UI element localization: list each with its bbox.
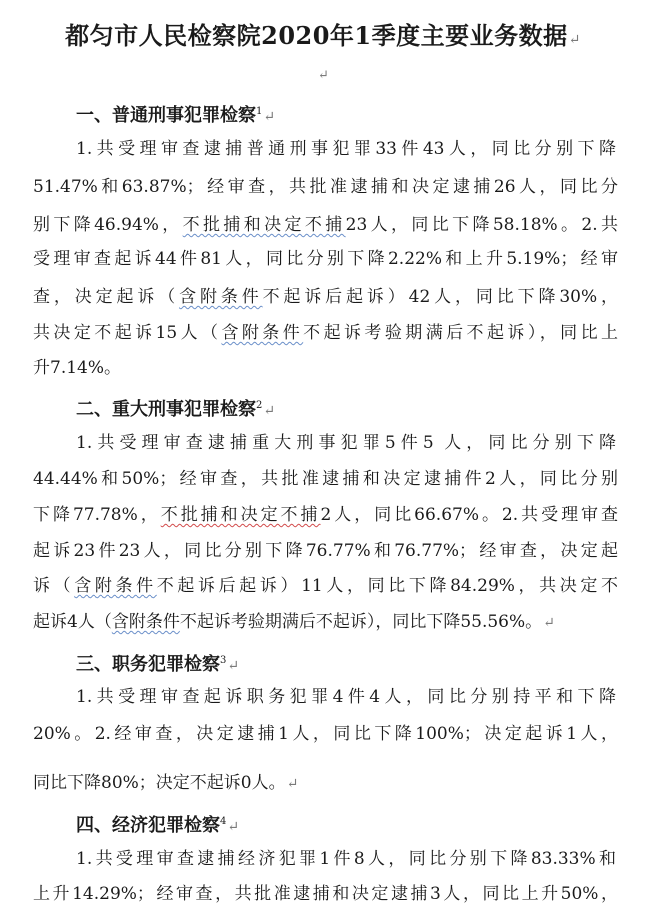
paragraph-line: 查，决定起诉（含附条件不起诉后起诉）42人，同比下降30%， [33, 287, 619, 307]
paragraph-mark: ↵ [263, 109, 276, 125]
paragraph-line: 升7.14%。 [33, 358, 122, 378]
section-heading-3: 三、职务犯罪检察$^3$↵ [76, 654, 240, 675]
footnote-ref: 1 [256, 106, 263, 117]
blank-line-mark: ↵ [318, 68, 329, 83]
paragraph-line: 受理审查起诉44件81人，同比分别下降2.22%和上升5.19%；经审 [33, 249, 618, 269]
paragraph-line: 51.47%和63.87%；经审查，共批准逮捕和决定逮捕26人，同比分 [33, 177, 618, 197]
footnote-ref: 2 [256, 400, 263, 411]
paragraph-line: 1.共受理审查逮捕重大刑事犯罪5件5 人，同比分别下降 [76, 433, 616, 453]
paragraph-line: 1.共受理审查逮捕经济犯罪1件8人，同比分别下降83.33%和 [76, 849, 616, 869]
paragraph-line: 诉（含附条件不起诉后起诉）11人，同比下降84.29%，共决定不 [33, 576, 619, 596]
paragraph-mark: ↵ [263, 403, 276, 419]
paragraph-mark: ↵ [568, 32, 581, 48]
paragraph-line: 20%。2.经审查，决定逮捕1人，同比下降100%；决定起诉1人， [33, 724, 618, 744]
grammar-underline: 含附条件 [111, 612, 180, 632]
paragraph-mark: ↵ [227, 819, 240, 835]
grammar-underline: 含附条件 [221, 323, 304, 343]
paragraph-line: 44.44%和50%；经审查，共批准逮捕和决定逮捕件2人，同比分别 [33, 469, 618, 489]
paragraph-mark: ↵ [543, 615, 555, 631]
document-title: 都匀市人民检察院2020年1季度主要业务数据↵ [65, 21, 581, 50]
paragraph-line: 起诉4人（含附条件不起诉考验期满后不起诉），同比下降55.56%。↵ [33, 612, 555, 632]
paragraph-mark: ↵ [286, 776, 299, 792]
paragraph-line: 1.共受理审查逮捕普通刑事犯罪33件43人，同比分别下降 [76, 139, 616, 159]
section-heading-1: 一、普通刑事犯罪检察$^1$↵ [76, 105, 276, 126]
grammar-underline: 含附条件 [74, 576, 157, 596]
section-heading-4: 四、经济犯罪检察$^4$↵ [76, 815, 240, 836]
paragraph-line: 下降77.78%，不批捕和决定不捕2人，同比66.67%。2.共受理审查 [33, 505, 619, 525]
footnote-ref: 3 [220, 655, 227, 666]
paragraph-line: 1.共受理审查起诉职务犯罪4件4人，同比分别持平和下降 [76, 687, 616, 707]
footnote-ref: 4 [220, 816, 227, 827]
paragraph-line: 同比下降80%；决定不起诉0人。↵ [33, 773, 299, 793]
paragraph-line: 上升14.29%；经审查，共批准逮捕和决定逮捕3人，同比上升50%， [33, 884, 618, 904]
paragraph-line: 起诉23件23人，同比分别下降76.77%和76.77%；经审查，决定起 [33, 541, 618, 561]
paragraph-mark: ↵ [227, 658, 240, 674]
grammar-underline: 不批捕和决定不捕 [182, 215, 346, 235]
section-heading-2: 二、重大刑事犯罪检察$^2$↵ [76, 399, 276, 420]
paragraph-line: 别下降46.94%，不批捕和决定不捕23人，同比下降58.18%。2.共 [33, 215, 618, 235]
paragraph-line: 共决定不起诉15人（含附条件不起诉考验期满后不起诉），同比上 [33, 323, 619, 343]
grammar-underline: 含附条件 [179, 287, 263, 307]
grammar-underline: 不批捕和决定不捕 [160, 505, 321, 525]
